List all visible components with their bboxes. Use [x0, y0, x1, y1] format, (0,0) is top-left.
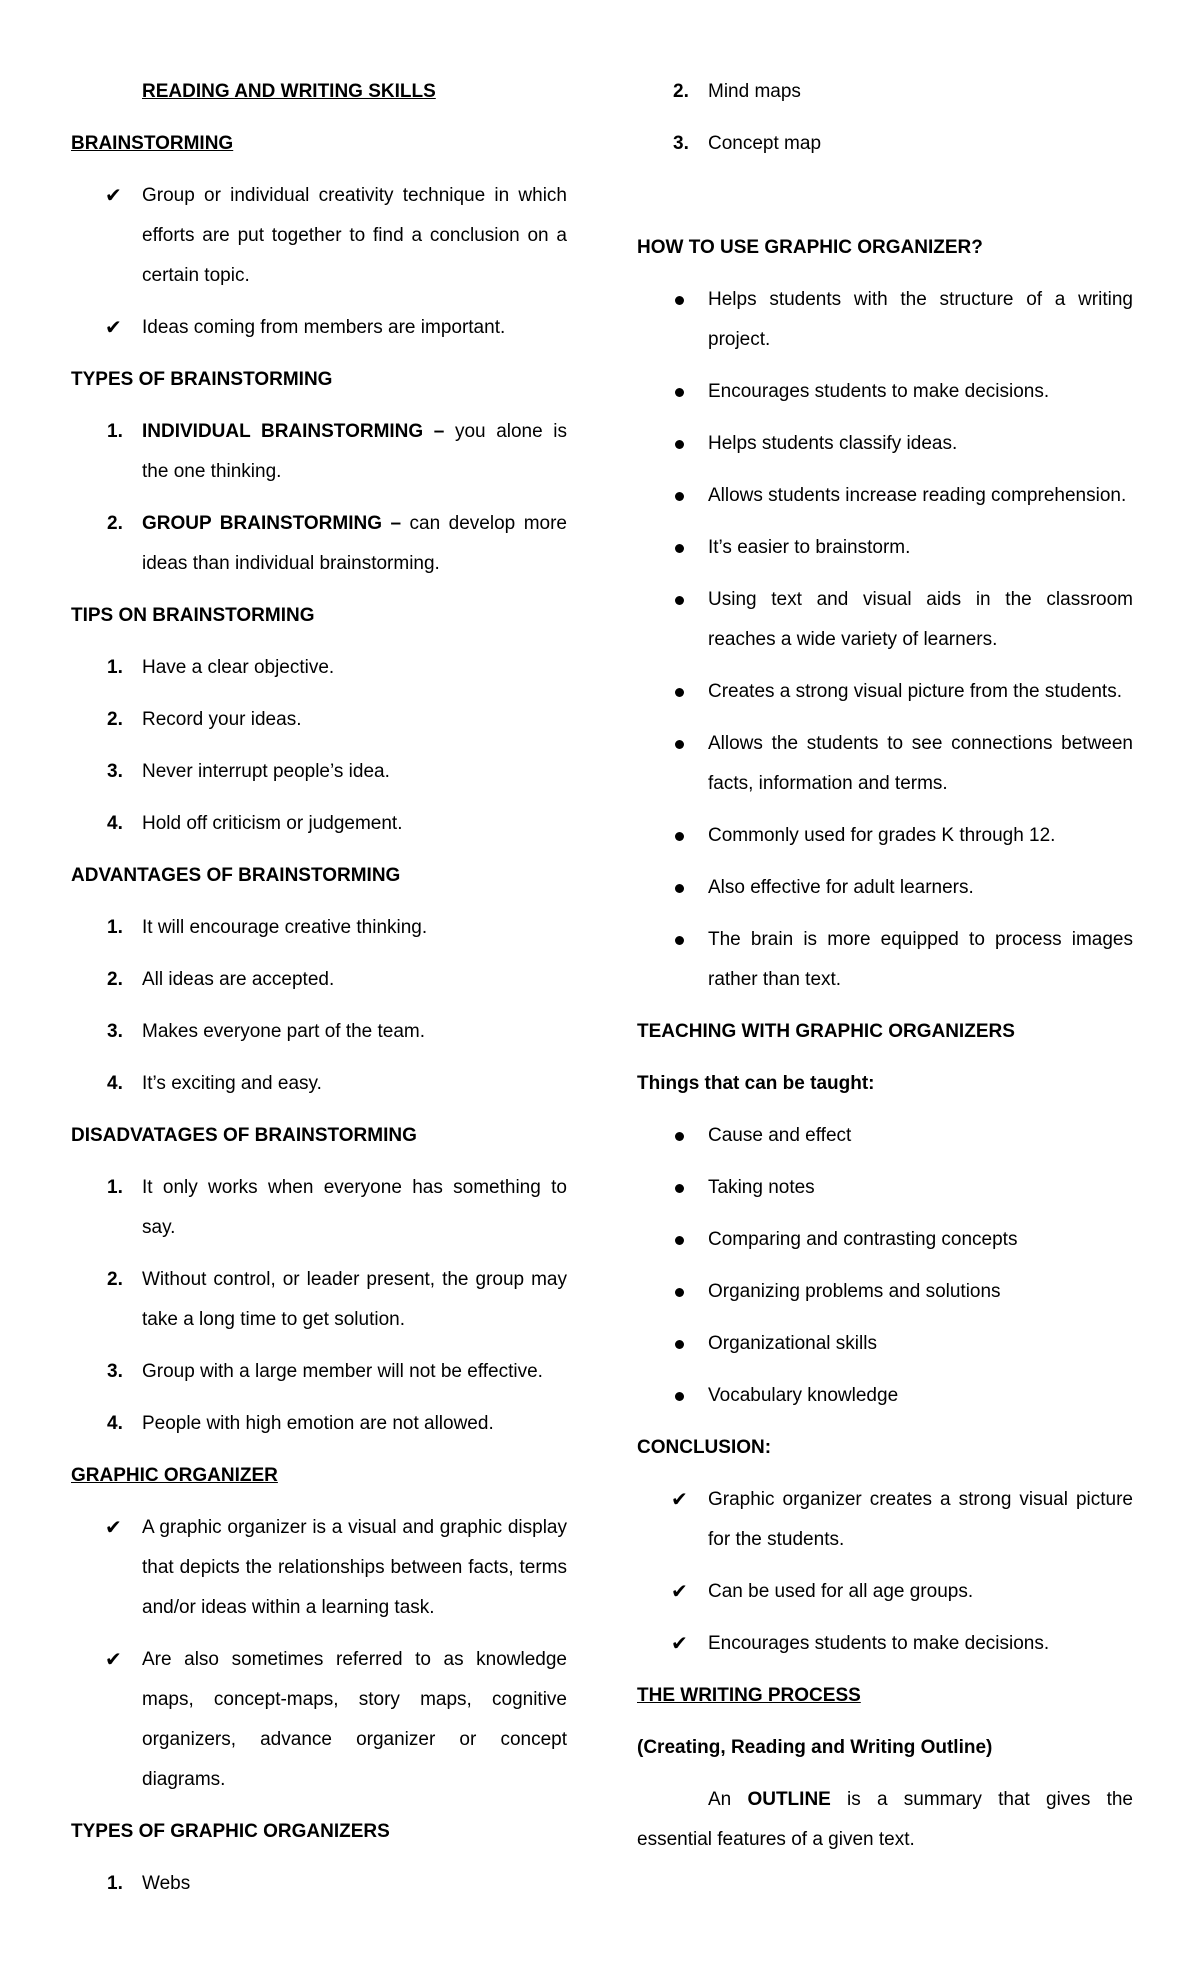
list-item: 2. GROUP BRAINSTORMING – can develop more ideas than individual brainstorming. — [107, 513, 567, 574]
list-item: 1. INDIVIDUAL BRAINSTORMING – you alone is the one thinking. — [107, 421, 567, 482]
list-item: 1. Have a clear objective. — [107, 657, 335, 678]
list-item: 4. Hold off criticism or judgement. — [107, 813, 403, 834]
list-item: 3. Makes everyone part of the team. — [107, 1021, 426, 1042]
checkmark-icon: ✔ — [105, 1649, 122, 1671]
bullet-icon — [675, 296, 684, 305]
list-item: Creates a strong visual picture from the students. — [637, 672, 1133, 712]
list-item: 3. Never interrupt people’s idea. — [107, 761, 390, 782]
list-item: 2. Without control, or leader present, the group may take a long time to get solution. — [107, 1269, 567, 1330]
disadvantages-heading: DISADVATAGES OF BRAINSTORMING — [71, 1125, 417, 1146]
list-item: 1. Webs — [107, 1873, 191, 1894]
bullet-icon — [675, 544, 684, 553]
list-item: The brain is more equipped to process images rather than text. — [637, 920, 1133, 1000]
list-item: Allows the students to see connections between facts, information and terms. — [637, 724, 1133, 804]
list-item: Allows students increase reading comprehension. — [637, 476, 1133, 516]
list-item: Encourages students to make decisions. — [637, 372, 1133, 412]
conclusion-heading: CONCLUSION: — [637, 1437, 772, 1458]
list-item: ✔ Graphic organizer creates a strong visual picture for the students. — [637, 1480, 1133, 1560]
bullet-icon — [675, 492, 684, 501]
list-item: 2. Mind maps — [673, 81, 801, 102]
list-item: 4. It’s exciting and easy. — [107, 1073, 322, 1094]
graphic-organizer-heading: GRAPHIC ORGANIZER — [71, 1465, 278, 1486]
right-column — [637, 72, 1133, 1860]
list-item: Organizational skills — [637, 1324, 1133, 1364]
outline-paragraph: An OUTLINE is a summary that gives the essential features of a given text. — [637, 1789, 1133, 1850]
bullet-icon — [675, 596, 684, 605]
types-of-brainstorming-heading: TYPES OF BRAINSTORMING — [71, 369, 333, 390]
teaching-subheading: Things that can be taught: — [637, 1073, 875, 1094]
bullet-icon — [675, 1236, 684, 1245]
writing-process-subheading: (Creating, Reading and Writing Outline) — [637, 1737, 993, 1758]
list-item: Using text and visual aids in the classroom reaches a wide variety of learners. — [637, 580, 1133, 660]
list-item: ✔ Encourages students to make decisions. — [637, 1624, 1133, 1664]
list-item: ✔ Are also sometimes referred to as knowledge maps, concept-maps, story maps, cognitive organizers, advance organizer or concept diagrams. — [71, 1640, 567, 1800]
list-item: Helps students with the structure of a writing project. — [637, 280, 1133, 360]
list-item: ✔ Group or individual creativity technique in which efforts are put together to find a conclusion on a certain topic. — [71, 176, 567, 296]
checkmark-icon: ✔ — [105, 317, 122, 339]
left-column — [71, 72, 567, 1916]
bullet-icon — [675, 688, 684, 697]
tips-heading: TIPS ON BRAINSTORMING — [71, 605, 315, 626]
list-item: It’s easier to brainstorm. — [637, 528, 1133, 568]
advantages-heading: ADVANTAGES OF BRAINSTORMING — [71, 865, 401, 886]
bullet-icon — [675, 936, 684, 945]
bullet-icon — [675, 1340, 684, 1349]
list-item: 1. It will encourage creative thinking. — [107, 917, 428, 938]
list-item: Also effective for adult learners. — [637, 868, 1133, 908]
list-item: Cause and effect — [637, 1116, 1133, 1156]
list-item: ✔ Ideas coming from members are important. — [71, 308, 567, 348]
bullet-icon — [675, 388, 684, 397]
list-item: 3. Group with a large member will not be effective. — [107, 1361, 543, 1382]
bullet-icon — [675, 440, 684, 449]
list-item: ✔ Can be used for all age groups. — [637, 1572, 1133, 1612]
checkmark-icon: ✔ — [105, 1517, 122, 1539]
how-to-use-heading: HOW TO USE GRAPHIC ORGANIZER? — [637, 237, 983, 258]
checkmark-icon: ✔ — [671, 1489, 688, 1511]
list-item: Taking notes — [637, 1168, 1133, 1208]
list-item: Commonly used for grades K through 12. — [637, 816, 1133, 856]
list-item: Vocabulary knowledge — [637, 1376, 1133, 1416]
checkmark-icon: ✔ — [671, 1581, 688, 1603]
list-item: Helps students classify ideas. — [637, 424, 1133, 464]
bullet-icon — [675, 1184, 684, 1193]
bullet-icon — [675, 740, 684, 749]
list-item: Organizing problems and solutions — [637, 1272, 1133, 1312]
brainstorming-heading: BRAINSTORMING — [71, 133, 234, 154]
list-item: 1. It only works when everyone has something to say. — [107, 1177, 567, 1238]
bullet-icon — [675, 1392, 684, 1401]
list-item: Comparing and contrasting concepts — [637, 1220, 1133, 1260]
list-item: 4. People with high emotion are not allowed. — [107, 1413, 494, 1434]
bullet-icon — [675, 832, 684, 841]
list-item: 3. Concept map — [673, 133, 822, 154]
checkmark-icon: ✔ — [105, 185, 122, 207]
bullet-icon — [675, 1288, 684, 1297]
list-item: 2. Record your ideas. — [107, 709, 302, 730]
bullet-icon — [675, 884, 684, 893]
document-title: READING AND WRITING SKILLS — [142, 81, 436, 102]
writing-process-heading: THE WRITING PROCESS — [637, 1685, 861, 1706]
teaching-heading: TEACHING WITH GRAPHIC ORGANIZERS — [637, 1021, 1015, 1042]
list-item: ✔ A graphic organizer is a visual and graphic display that depicts the relationships between facts, terms and/or ideas within a learning task. — [71, 1508, 567, 1628]
list-item: 2. All ideas are accepted. — [107, 969, 335, 990]
types-of-graphic-organizers-heading: TYPES OF GRAPHIC ORGANIZERS — [71, 1821, 390, 1842]
bullet-icon — [675, 1132, 684, 1141]
checkmark-icon: ✔ — [671, 1633, 688, 1655]
